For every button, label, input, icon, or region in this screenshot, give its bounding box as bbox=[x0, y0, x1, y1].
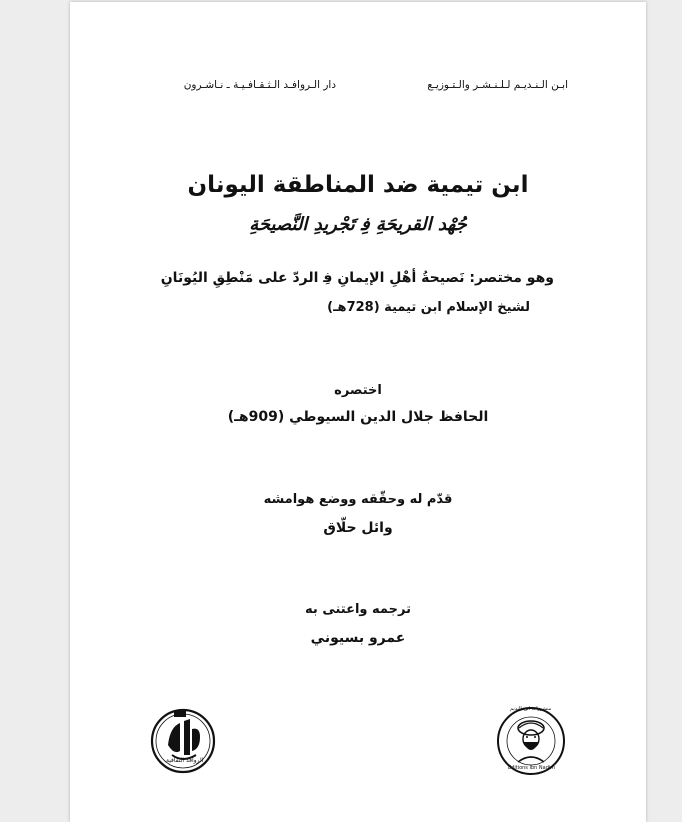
publisher-rawafed: دار الـروافـد الـثـقـافـيـة ـ نـاشـرون bbox=[183, 79, 336, 91]
editor-name: وائل حلّاق bbox=[323, 520, 393, 536]
translator-label: ترجمه واعتنى به bbox=[305, 602, 411, 617]
rawafed-logo-text: الروافد الثقافية bbox=[166, 757, 204, 764]
description-line-2: لشيخ الإسلام ابن تيمية (728هـ) bbox=[327, 300, 530, 315]
publisher-ibn-nadim: ابـن الـنـديـم لـلـنـشـر والـتـوزيـع bbox=[427, 79, 568, 91]
rawafed-logo bbox=[150, 705, 216, 775]
ibn-nadim-logo-text-bottom: Editions Ibn Nadim bbox=[508, 765, 556, 771]
book-title: ابن تيمية ضد المناطقة اليونان bbox=[187, 172, 529, 198]
book-title-page bbox=[70, 2, 646, 822]
ibn-nadim-logo-text-top: منشورات ابن النديم bbox=[510, 706, 552, 712]
editor-label: قدّم له وحقّقه ووضع هوامشه bbox=[263, 492, 453, 507]
book-subtitle: جُهْد القريحَةِ ﻓِ تَجْريدِ النَّصيحَةِ bbox=[249, 214, 467, 235]
abridger-label: اختصره bbox=[334, 383, 382, 398]
translator-name: عمرو بسيوني bbox=[310, 630, 406, 646]
abridger-name: الحافظ جلال الدين السيوطي (909هـ) bbox=[227, 409, 489, 425]
description-line-1: وهو مختصر: نَصيحةُ أهْلِ الإيمانِ ﻓِ الردّ على مَنْطِقِ اليُونَانِ bbox=[160, 270, 554, 286]
